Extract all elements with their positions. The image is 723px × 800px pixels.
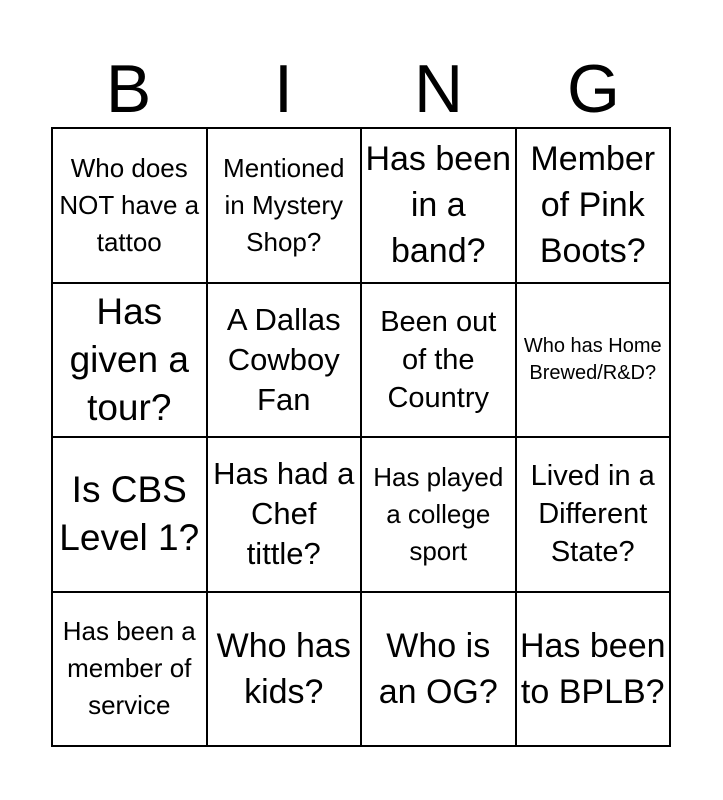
cell-text: Who has kids? xyxy=(216,626,351,711)
bingo-cell[interactable] xyxy=(362,129,517,284)
cell-text: Has given a tour? xyxy=(69,290,189,428)
bingo-cell[interactable] xyxy=(362,593,517,748)
cell-text: Has been to BPLB? xyxy=(519,626,666,711)
cell-text: Has been in a band? xyxy=(365,140,512,271)
cell-text: Has had a Chef tittle? xyxy=(213,456,355,572)
cell-text: Member of Pink Boots? xyxy=(530,140,656,271)
header-letter-b: B xyxy=(105,51,152,127)
cell-text: Been out of the Country xyxy=(380,305,497,414)
header-letter-i: I xyxy=(274,51,293,127)
header-letter-n: N xyxy=(413,51,464,127)
bingo-cell[interactable] xyxy=(517,284,672,439)
bingo-cell[interactable] xyxy=(208,129,363,284)
cell-text: A Dallas Cowboy Fan xyxy=(226,301,341,417)
bingo-cell[interactable] xyxy=(517,438,672,593)
bingo-cell[interactable] xyxy=(517,593,672,748)
bingo-cell[interactable] xyxy=(362,284,517,439)
bingo-cell[interactable] xyxy=(53,593,208,748)
bingo-cell[interactable] xyxy=(53,438,208,593)
bingo-cell[interactable] xyxy=(53,129,208,284)
cell-text: Is CBS Level 1? xyxy=(59,469,200,559)
cell-text: Who is an OG? xyxy=(378,626,498,711)
header-letter-g: G xyxy=(567,51,620,127)
bingo-header xyxy=(51,50,671,128)
bingo-cell[interactable] xyxy=(208,284,363,439)
cell-text: Who does NOT have a tattoo xyxy=(59,152,200,257)
cell-text: Has been a member of service xyxy=(62,616,196,721)
bingo-cell[interactable] xyxy=(208,593,363,748)
bingo-cell[interactable] xyxy=(517,129,672,284)
bingo-board xyxy=(51,127,671,747)
cell-text: Lived in a Different State? xyxy=(530,460,655,569)
bingo-cell[interactable] xyxy=(362,438,517,593)
cell-text: Who has Home Brewed/R&D? xyxy=(523,334,662,384)
bingo-cell[interactable] xyxy=(208,438,363,593)
cell-text: Has played a college sport xyxy=(373,461,504,566)
cell-text: Mentioned in Mystery Shop? xyxy=(223,152,345,257)
bingo-cell[interactable] xyxy=(53,284,208,439)
